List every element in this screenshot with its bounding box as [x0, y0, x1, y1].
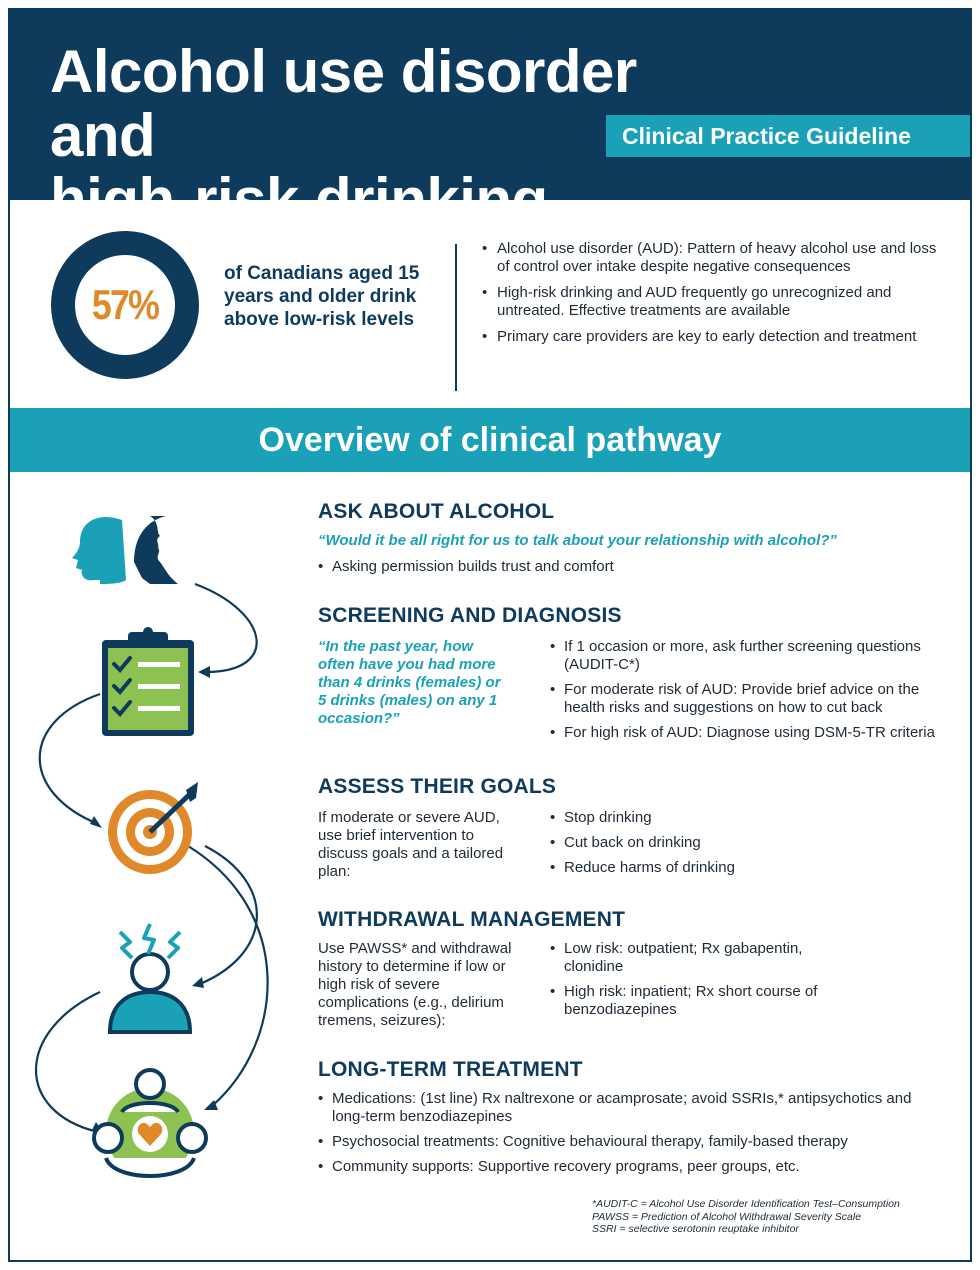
pathway-icons — [10, 472, 300, 1262]
step-bullet: • Low risk: outpatient; Rx gabapentin, clonidine — [550, 940, 830, 976]
step-bullet: • If 1 occasion or more, ask further screening questions (AUDIT-C*) — [550, 638, 940, 674]
stressed-person-icon — [110, 924, 190, 1032]
guideline-tag: Clinical Practice Guideline — [606, 115, 970, 157]
title-line-2: high-risk drinking — [50, 166, 548, 233]
step-quote: “Would it be all right for us to talk about your relationship with alcohol?” — [318, 532, 837, 549]
step-screening-and-diagnosis — [318, 604, 958, 764]
footnote: SSRI = selective serotonin reuptake inhibitor — [592, 1223, 799, 1235]
divider — [455, 244, 457, 391]
support-group-heart-icon — [94, 1070, 206, 1176]
arrow-5 — [36, 992, 100, 1132]
step-bullets — [550, 638, 940, 749]
clipboard-checklist-icon — [102, 627, 194, 736]
stat-bullet: • Alcohol use disorder (AUD): Pattern of heavy alcohol use and loss of control over intake despite negative consequences — [482, 240, 952, 276]
pathway-banner: Overview of clinical pathway — [10, 408, 970, 472]
step-bullet: • Cut back on drinking — [550, 834, 950, 852]
step-bullet: • For moderate risk of AUD: Provide brief advice on the health risks and suggestions on how to cut back — [550, 681, 940, 717]
step-bullets — [550, 809, 950, 884]
step-bullet: • Reduce harms of drinking — [550, 859, 950, 877]
step-bullets — [318, 1090, 918, 1176]
arrow-2 — [40, 694, 100, 824]
step-heading: LONG-TERM TREATMENT — [318, 1058, 583, 1081]
stat-description: of Canadians aged 15 years and older drink above low-risk levels — [224, 263, 420, 330]
step-bullet: • For high risk of AUD: Diagnose using DSM-5-TR criteria — [550, 724, 940, 742]
target-arrow-icon — [108, 782, 198, 874]
stat-bullet: • Primary care providers are key to early detection and treatment — [482, 328, 952, 346]
step-bullet: • Asking permission builds trust and comfort — [318, 558, 958, 576]
step-quote: “In the past year, how often have you had more than 4 drinks (females) or 5 drinks (males) on any 1 occasion?” — [318, 638, 501, 727]
step-bullet: • Community supports: Supportive recovery programs, peer groups, etc. — [318, 1158, 918, 1176]
arrow-1 — [195, 584, 257, 672]
footnote: *AUDIT-C = Alcohol Use Disorder Identification Test–Consumption — [592, 1198, 900, 1210]
conversation-heads-icon — [72, 516, 178, 584]
step-heading: SCREENING AND DIAGNOSIS — [318, 604, 622, 627]
footnotes — [592, 1198, 962, 1236]
arrow-3 — [200, 846, 257, 984]
step-bullet: • Psychosocial treatments: Cognitive behavioural therapy, family-based therapy — [318, 1133, 918, 1151]
step-heading: ASSESS THEIR GOALS — [318, 775, 557, 798]
step-assess-their-goals — [318, 775, 958, 885]
arrow-heads — [90, 666, 218, 1134]
stat-bullets — [482, 240, 952, 354]
footnote: PAWSS = Prediction of Alcohol Withdrawal Severity Scale — [592, 1210, 862, 1223]
arrow-4 — [188, 846, 268, 1106]
step-bullet: • Stop drinking — [550, 809, 950, 827]
infographic-frame — [8, 8, 972, 1262]
step-long-term-treatment — [318, 1058, 958, 1183]
step-heading: WITHDRAWAL MANAGEMENT — [318, 908, 626, 931]
step-bullet: • High risk: inpatient; Rx short course of benzodiazepines — [550, 983, 830, 1019]
step-bullets — [318, 558, 958, 576]
header — [10, 10, 970, 233]
step-left-text: If moderate or severe AUD, use brief intervention to discuss goals and a tailored plan: — [318, 809, 504, 880]
step-ask-about-alcohol — [318, 500, 958, 583]
step-bullets — [550, 940, 830, 1026]
statistic-section — [10, 200, 970, 410]
percent-label: 57% — [91, 281, 159, 328]
title-line-1: Alcohol use disorder and — [50, 38, 637, 169]
step-left-text: Use PAWSS* and withdrawal history to determine if low or high risk of severe complications (e.g., delirium tremens, seizures): — [318, 940, 512, 1029]
step-bullet: • Medications: (1st line) Rx naltrexone or acamprosate; avoid SSRIs,* antipsychotics and long-term benzodiazepines — [318, 1090, 918, 1126]
step-heading: ASK ABOUT ALCOHOL — [318, 500, 555, 523]
step-withdrawal-management — [318, 908, 958, 1038]
stat-bullet: • High-risk drinking and AUD frequently go unrecognized and untreated. Effective treatments are available — [482, 284, 952, 320]
